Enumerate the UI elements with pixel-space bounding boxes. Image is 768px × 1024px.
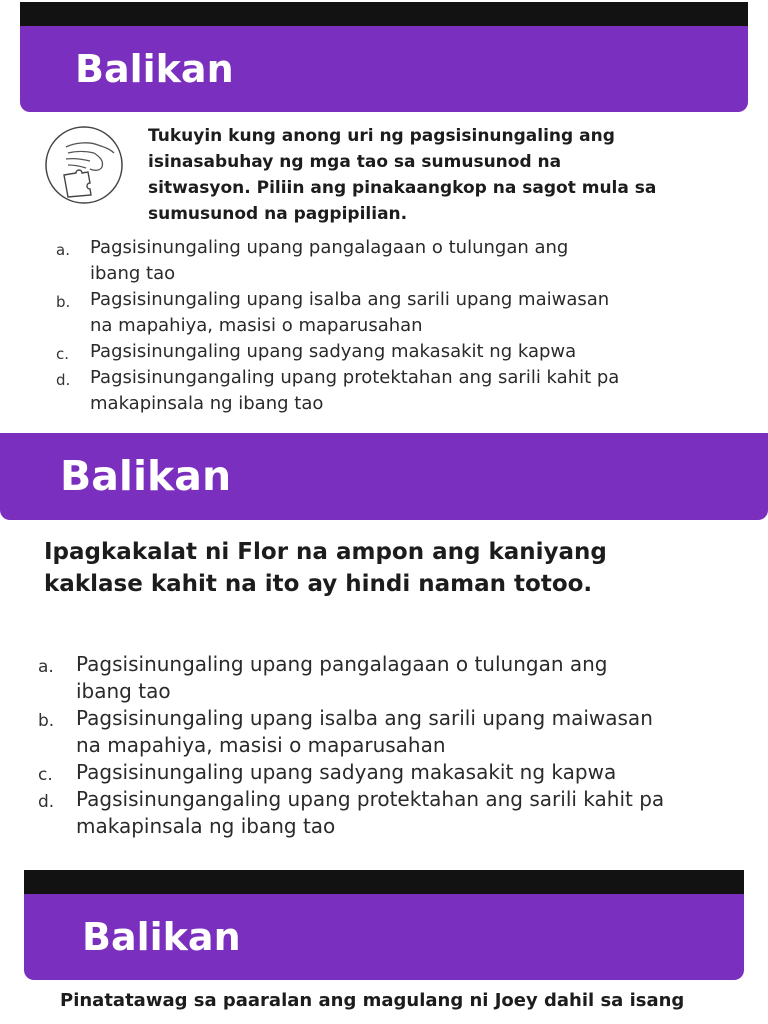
choice-line: Pagsisinungangaling upang protektahan ang sarili kahit pa (76, 787, 665, 811)
question-text (44, 536, 744, 600)
question-line: kaklase kahit na ito ay hindi naman totoo. (44, 571, 593, 597)
instruction-line: isinasabuhay ng mga tao sa sumusunod na (148, 152, 562, 172)
choice-a (38, 651, 758, 705)
choice-line: na mapahiya, masisi o maparusahan (76, 733, 446, 757)
choice-line: makapinsala ng ibang tao (76, 814, 336, 838)
choice-a (56, 235, 736, 287)
instruction-line: Tukuyin kung anong uri ng pagsisinungaling ang (148, 126, 615, 146)
choice-c (56, 339, 736, 365)
choice-b (38, 705, 758, 759)
choice-line: ibang tao (90, 263, 176, 284)
choice-letter: d. (38, 792, 55, 812)
choice-line: na mapahiya, masisi o maparusahan (90, 315, 423, 336)
choice-letter: c. (56, 345, 70, 363)
choice-line: Pagsisinungaling upang pangalagaan o tulungan ang (90, 237, 569, 258)
choice-line: ibang tao (76, 679, 171, 703)
choice-letter: c. (38, 765, 53, 785)
hand-puzzle-icon (44, 125, 124, 205)
choice-b (56, 287, 736, 339)
choice-line: Pagsisinungaling upang isalba ang sarili upang maiwasan (90, 289, 610, 310)
choice-d (56, 365, 736, 417)
choice-line: Pagsisinungaling upang sadyang makasakit ng kapwa (90, 341, 577, 362)
instruction-line: sitwasyon. Piliin ang pinakaangkop na sagot mula sa (148, 178, 657, 198)
section-banner (0, 433, 768, 520)
choice-letter: a. (56, 241, 70, 259)
question-line: Ipagkakalat ni Flor na ampon ang kaniyang (44, 539, 607, 565)
instruction-text (148, 123, 708, 227)
choice-letter: a. (38, 657, 54, 677)
choice-line: Pagsisinungangaling upang protektahan ang sarili kahit pa (90, 367, 620, 388)
section-banner (20, 26, 748, 112)
choice-letter: b. (38, 711, 55, 731)
balikan-slide-3 (0, 868, 768, 1024)
choice-line: Pagsisinungaling upang sadyang makasakit ng kapwa (76, 760, 617, 784)
choice-line: Pagsisinungaling upang pangalagaan o tulungan ang (76, 652, 608, 676)
top-dark-bar (24, 870, 744, 894)
banner-title: Balikan (82, 915, 241, 959)
choice-list (38, 651, 758, 840)
section-banner (24, 894, 744, 980)
choice-d (38, 786, 758, 840)
top-dark-bar (20, 2, 748, 26)
choice-letter: d. (56, 371, 71, 389)
question-line: Pinatatawag sa paaralan ang magulang ni Joey dahil sa isang (60, 990, 685, 1011)
choice-line: Pagsisinungaling upang isalba ang sarili upang maiwasan (76, 706, 653, 730)
balikan-slide-1 (0, 0, 768, 430)
balikan-slide-2 (0, 433, 768, 868)
choice-line: makapinsala ng ibang tao (90, 393, 324, 414)
instruction-line: sumusunod na pagpipilian. (148, 204, 408, 224)
choice-letter: b. (56, 293, 71, 311)
choice-c (38, 759, 758, 786)
banner-title: Balikan (60, 452, 232, 500)
choice-list (56, 235, 736, 417)
banner-title: Balikan (75, 47, 234, 91)
